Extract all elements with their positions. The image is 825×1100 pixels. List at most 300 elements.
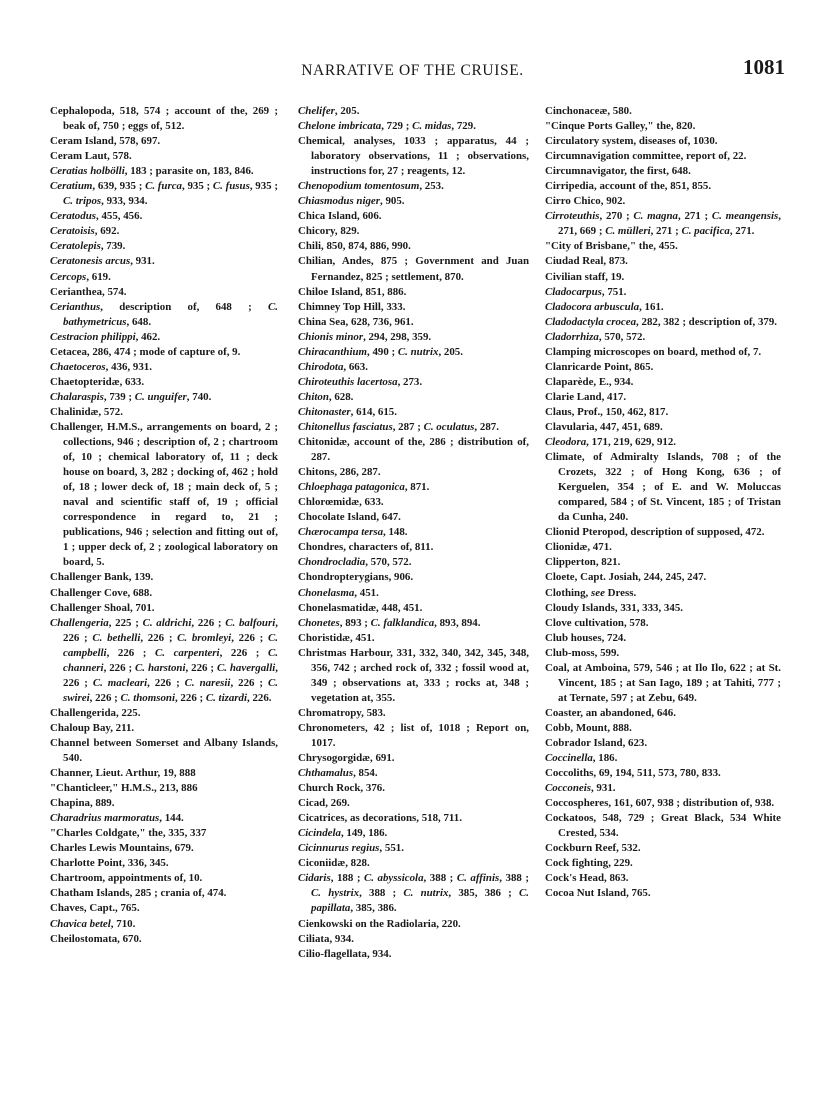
- index-entry: [545, 751, 781, 766]
- index-entry: [545, 164, 781, 179]
- index-entry-text: Chrysogorgidæ, 691.: [298, 752, 395, 765]
- index-entry: [545, 841, 781, 856]
- index-entry-text: Chalinidæ, 572.: [50, 405, 123, 418]
- index-entry: [50, 345, 278, 360]
- index-column-2: [298, 104, 529, 962]
- index-entry: [50, 932, 278, 947]
- index-entry: [545, 555, 781, 570]
- index-entry: [50, 901, 278, 916]
- index-entry: [298, 345, 529, 360]
- index-entry: [298, 540, 529, 555]
- index-entry-italic-text: see: [591, 586, 605, 599]
- index-entry-italic-text: Ceratolepis: [50, 240, 101, 253]
- index-entry-italic-text: Chiracanthium: [298, 345, 368, 358]
- index-entry: [545, 254, 781, 269]
- index-entry-italic-text: C. midas: [412, 120, 452, 133]
- index-entry-text: Cirro Chico, 902.: [545, 195, 626, 208]
- index-entry: [298, 224, 529, 239]
- index-entry: [298, 706, 529, 721]
- index-entry-text: Cloete, Capt. Josiah, 244, 245, 247.: [545, 571, 707, 584]
- index-entry-text: , 551.: [379, 842, 404, 855]
- index-entry: [298, 586, 529, 601]
- index-entry-text: , 933, 934.: [101, 195, 148, 208]
- index-entry-text: , 893, 894.: [434, 616, 481, 629]
- index-entry-text: , 385, 386 ;: [448, 887, 519, 900]
- index-entry-text: Chiloe Island, 851, 886.: [298, 285, 407, 298]
- index-entry: [298, 525, 529, 540]
- index-entry: [50, 871, 278, 886]
- index-entry-text: Chondropterygians, 906.: [298, 571, 414, 584]
- index-entry: [50, 917, 278, 932]
- index-entry-text: Chimney Top Hill, 333.: [298, 300, 406, 313]
- index-entry-italic-text: Chelone imbricata: [298, 120, 382, 133]
- index-entry: [545, 570, 781, 585]
- index-entry: [298, 917, 529, 932]
- index-entry-italic-text: C. balfouri: [225, 616, 276, 629]
- index-entry: [298, 932, 529, 947]
- index-entry: [545, 300, 781, 315]
- index-entry: [50, 721, 278, 736]
- index-entry-italic-text: Chiton: [298, 390, 329, 403]
- index-entry-text: , 294, 298, 359.: [363, 330, 432, 343]
- index-entry-text: Cobrador Island, 623.: [545, 736, 648, 749]
- index-entry-text: , 729.: [451, 120, 476, 133]
- index-entry: [50, 586, 278, 601]
- index-entry: [545, 811, 781, 841]
- index-entry-text: Challenger Cove, 688.: [50, 586, 153, 599]
- index-entry-italic-text: Chalaraspis: [50, 390, 104, 403]
- index-entry-text: Climate, of Admiralty Islands, 708 ; of the Crozets, 322 ; of Hong Kong, 636 ; of Kerguelen, 354 ; of E. and W. Moluccas compared, 584 ; of St. Vincent, 185 ; of Tristan da Cunha, 240.: [545, 451, 781, 524]
- index-entry: [298, 134, 529, 179]
- index-entry-italic-text: C. nutrix: [397, 345, 439, 358]
- index-entry-italic-text: Cirroteuthis: [545, 210, 600, 223]
- index-entry-text: Claus, Prof., 150, 462, 817.: [545, 405, 669, 418]
- index-entry-text: , 226 ;: [174, 691, 206, 704]
- index-entry-italic-text: C. channeri: [63, 646, 279, 674]
- index-column-3: [545, 104, 781, 901]
- index-entry-text: , 144.: [159, 812, 184, 825]
- index-entry: [298, 435, 529, 465]
- index-entry: [545, 179, 781, 194]
- index-entry-text: Ceram Laut, 578.: [50, 150, 132, 163]
- index-entry: [298, 405, 529, 420]
- index-entry: [298, 390, 529, 405]
- index-entry-text: Ciconiidæ, 828.: [298, 857, 370, 870]
- index-entry-text: Chondres, characters of, 811.: [298, 541, 434, 554]
- index-entry-italic-text: C. aldrichi: [142, 616, 192, 629]
- index-entry: [298, 300, 529, 315]
- index-entry: [50, 856, 278, 871]
- index-entry-text: , 710.: [110, 917, 136, 930]
- index-entry-italic-text: C. swirei: [63, 676, 278, 704]
- index-entry: [545, 856, 781, 871]
- index-entry-text: , 287 ;: [392, 420, 424, 433]
- index-entry-text: , 648.: [126, 315, 152, 328]
- index-entry-text: , 282, 382 ; description of, 379.: [636, 315, 778, 328]
- index-entry-text: , 226 ;: [147, 676, 185, 689]
- index-entry-text: , 388 ;: [499, 872, 530, 885]
- index-entry-italic-text: C. magna: [633, 210, 678, 223]
- index-entry: [298, 480, 529, 495]
- index-entry: [545, 706, 781, 721]
- index-entry: [545, 601, 781, 616]
- index-entry-text: Chica Island, 606.: [298, 210, 382, 223]
- index-entry-italic-text: Cladocarpus: [545, 285, 602, 298]
- index-entry-text: Cicatrices, as decorations, 518, 711.: [298, 812, 462, 825]
- index-entry-text: , 287.: [474, 420, 499, 433]
- page-number: 1081: [743, 55, 785, 79]
- index-entry-text: Cienkowski on the Radiolaria, 220.: [298, 917, 461, 930]
- index-entry-text: , 271 ;: [650, 225, 682, 238]
- index-entry-text: Cetacea, 286, 474 ; mode of capture of, 9.: [50, 345, 241, 358]
- index-entry-italic-text: C. furca: [145, 180, 182, 193]
- index-entry: [545, 766, 781, 781]
- index-entry-italic-text: Chonelasma: [298, 586, 355, 599]
- index-entry-italic-text: Cocconeis: [545, 782, 591, 795]
- index-entry-text: , 270 ;: [599, 210, 634, 223]
- index-entry-italic-text: Chelifer: [298, 105, 335, 117]
- index-entry-text: , 226 ;: [185, 661, 217, 674]
- index-entry-italic-text: Chloephaga patagonica: [298, 481, 405, 494]
- index-entry: [545, 796, 781, 811]
- index-entry: [50, 134, 278, 149]
- index-entry-italic-text: C. meangensis: [711, 210, 779, 223]
- index-entry: [545, 646, 781, 661]
- index-entry-text: , 226 ;: [230, 676, 268, 689]
- index-entry-italic-text: C. abyssicola: [364, 872, 424, 885]
- index-entry-text: Chaves, Capt., 765.: [50, 902, 140, 915]
- index-entry: [298, 555, 529, 570]
- index-entry-text: Clanricarde Point, 865.: [545, 360, 654, 373]
- index-entry: [545, 315, 781, 330]
- index-entry: [298, 179, 529, 194]
- index-entry-text: Choristidæ, 451.: [298, 631, 375, 644]
- index-entry-italic-text: C. carpenteri: [155, 646, 220, 659]
- index-entry: [545, 886, 781, 901]
- index-entry-text: , 226 ;: [63, 616, 278, 644]
- index-entry-text: Cilio-flagellata, 934.: [298, 947, 392, 960]
- index-entry-text: Ceram Island, 578, 697.: [50, 135, 161, 148]
- index-entry-text: , 226 ;: [219, 646, 269, 659]
- index-entry-text: Cephalopoda, 518, 574 ; account of the, 269 ; beak of, 750 ; eggs of, 512.: [50, 105, 278, 133]
- index-entry-text: , 490 ;: [367, 345, 398, 358]
- index-entry-text: China Sea, 628, 736, 961.: [298, 315, 414, 328]
- index-entry-text: Circumnavigation committee, report of, 22.: [545, 150, 747, 163]
- index-entry-text: Dress.: [604, 586, 637, 599]
- index-entry-text: Club-moss, 599.: [545, 646, 620, 659]
- index-entry: [50, 375, 278, 390]
- index-entry-text: , 273.: [397, 375, 423, 388]
- index-entry-italic-text: Chitonellus fasciatus: [298, 420, 393, 433]
- index-entry: [545, 209, 781, 239]
- index-entry-italic-text: Ceratoisis: [50, 225, 95, 238]
- index-entry-text: Charlotte Point, 336, 345.: [50, 857, 169, 870]
- index-entry-text: Chitons, 286, 287.: [298, 466, 381, 479]
- index-entry-italic-text: C. havergalli: [216, 661, 276, 674]
- index-entry-text: Challenger, H.M.S., arrangements on board, 2 ; collections, 946 ; description of, 2 ; chartroom of, 10 ; chemical laboratory of, 11 ; deck house on board, 3, 282 ; docking of, 462 ; hold of, 18 ; lower deck of, 18 ; main deck of, 5 ; naval and scientific staff of, 19 ; official correspondence in regard to, 21 ; publications, 946 ; selection and fitting out of, 1 ; upper deck of, 2 ; zoological laboratory on board, 5.: [50, 420, 278, 569]
- index-entry-text: Church Rock, 376.: [298, 782, 385, 795]
- index-entry: [50, 285, 278, 300]
- index-entry-text: Channer, Lieut. Arthur, 19, 888: [50, 767, 196, 780]
- index-entry: [298, 841, 529, 856]
- index-entry: [545, 194, 781, 209]
- index-entry-italic-text: Challengeria: [50, 616, 109, 629]
- index-entry: [50, 104, 278, 134]
- index-entry-text: Claparède, E., 934.: [545, 375, 634, 388]
- index-entry-text: , 931.: [590, 782, 616, 795]
- index-entry-text: Clionidæ, 471.: [545, 541, 612, 554]
- index-entry-text: Cobb, Mount, 888.: [545, 721, 632, 734]
- index-entry-italic-text: C. fusus: [212, 180, 250, 193]
- index-entry-italic-text: Chærocampa tersa: [298, 526, 384, 539]
- index-entry: [545, 119, 781, 134]
- index-entry-text: Challengerida, 225.: [50, 706, 141, 719]
- index-entry-text: , 893 ;: [339, 616, 371, 629]
- index-entry-text: Charles Lewis Mountains, 679.: [50, 842, 194, 855]
- index-entry: [545, 149, 781, 164]
- index-entry-text: Circulatory system, diseases of, 1030.: [545, 135, 718, 148]
- index-entry-italic-text: Coccinella: [545, 752, 593, 765]
- index-entry-text: Clothing,: [545, 586, 591, 599]
- index-entry: [298, 239, 529, 254]
- index-entry-text: Challenger Shoal, 701.: [50, 601, 155, 614]
- index-entry: [298, 209, 529, 224]
- index-entry-italic-text: C. harstoni: [135, 661, 186, 674]
- index-entry-text: Cicad, 269.: [298, 797, 350, 810]
- index-entry: [298, 796, 529, 811]
- index-entry-italic-text: C. tripos: [63, 195, 102, 208]
- index-entry: [298, 751, 529, 766]
- index-entry-text: , 226 ;: [63, 661, 278, 689]
- index-entry-text: , 186.: [592, 752, 618, 765]
- index-entry-text: "City of Brisbane," the, 455.: [545, 240, 678, 253]
- index-entry-italic-text: C. bromleyi: [177, 631, 232, 644]
- index-entry-text: Chili, 850, 874, 886, 990.: [298, 240, 411, 253]
- index-entry-text: Civilian staff, 19.: [545, 270, 625, 283]
- index-entry-text: Cirripedia, account of the, 851, 855.: [545, 180, 712, 193]
- index-entry-text: Chartroom, appointments of, 10.: [50, 872, 203, 885]
- index-entry-text: Coal, at Amboina, 579, 546 ; at Ilo Ilo, 622 ; at St. Vincent, 185 ; at San Iago, 189 ; at Tahiti, 777 ; at Ternate, 597 ; at Zebu, 649.: [545, 661, 781, 704]
- index-entry-italic-text: C. naresii: [184, 676, 231, 689]
- index-entry: [545, 631, 781, 646]
- index-entry: [298, 856, 529, 871]
- index-entry: [298, 826, 529, 841]
- index-entry: [545, 871, 781, 886]
- index-entry-text: "Charles Coldgate," the, 335, 337: [50, 827, 207, 840]
- index-entry-italic-text: C. falklandica: [370, 616, 435, 629]
- index-entry-italic-text: Cerianthus: [50, 300, 101, 313]
- index-entry: [298, 254, 529, 284]
- index-entry-italic-text: C. oculatus: [423, 420, 475, 433]
- index-entry-italic-text: C. campbelli: [63, 631, 278, 659]
- index-entry-italic-text: C. hystrix: [311, 887, 360, 900]
- index-entry: [50, 149, 278, 164]
- index-entry-italic-text: C. bathymetricus: [63, 300, 278, 328]
- index-entry-italic-text: Chavica betel: [50, 917, 111, 930]
- index-entry-text: Clamping microscopes on board, method of, 7.: [545, 345, 762, 358]
- index-entry: [50, 766, 278, 781]
- index-entry-italic-text: Chiroteuthis lacertosa: [298, 375, 398, 388]
- index-entry-text: Chocolate Island, 647.: [298, 511, 401, 524]
- index-entry: [50, 736, 278, 766]
- index-entry: [50, 239, 278, 254]
- index-entry: [545, 420, 781, 435]
- index-entry-text: , 740.: [186, 390, 212, 403]
- index-entry: [545, 239, 781, 254]
- index-entry: [298, 119, 529, 134]
- index-entry: [545, 390, 781, 405]
- index-entry-italic-text: Chonetes: [298, 616, 340, 629]
- index-entry: [545, 134, 781, 149]
- index-entry-text: Cock fighting, 229.: [545, 857, 633, 870]
- index-entry-text: Chaloup Bay, 211.: [50, 721, 135, 734]
- index-entry-text: Cerianthea, 574.: [50, 285, 127, 298]
- index-entry-text: Chaetopteridæ, 633.: [50, 375, 145, 388]
- index-entry: [50, 405, 278, 420]
- index-entry-text: , 205.: [438, 345, 463, 358]
- index-entry-italic-text: Cleodora: [545, 436, 587, 449]
- index-entry-text: , 388 ;: [423, 872, 457, 885]
- index-entry: [545, 405, 781, 420]
- index-entry-text: , 225 ;: [108, 616, 143, 629]
- index-entry: [298, 616, 529, 631]
- index-entry: [298, 465, 529, 480]
- index-entry-text: Cockatoos, 548, 729 ; Great Black, 534 White Crested, 534.: [545, 812, 781, 840]
- index-entry-text: , 226 ;: [89, 691, 121, 704]
- index-entry-italic-text: Chiasmodus niger: [298, 195, 381, 208]
- index-entry-italic-text: C. thomsoni: [120, 691, 175, 704]
- index-entry-italic-text: Chthamalus: [298, 767, 354, 780]
- index-entry-text: , 226 ;: [191, 616, 226, 629]
- index-entry-text: Chromatropy, 583.: [298, 706, 386, 719]
- index-entry: [545, 270, 781, 285]
- index-entry: [50, 796, 278, 811]
- index-entry-text: Christmas Harbour, 331, 332, 340, 342, 345, 348, 356, 742 ; arched rock of, 332 ; fossil wood at, 349 ; observations at, 333 ; rocks at, 348 ; vegetation at, 355.: [298, 646, 529, 704]
- index-entry-text: Chatham Islands, 285 ; crania of, 474.: [50, 887, 227, 900]
- index-entry: [545, 285, 781, 300]
- index-entry: [298, 811, 529, 826]
- index-entry-italic-text: Chionis minor: [298, 330, 364, 343]
- index-entry-text: Cock's Head, 863.: [545, 872, 629, 885]
- index-entry: [50, 270, 278, 285]
- index-entry: [545, 345, 781, 360]
- index-entry: [545, 375, 781, 390]
- index-entry-text: Challenger Bank, 139.: [50, 571, 154, 584]
- index-entry-italic-text: C. nutrix: [403, 887, 449, 900]
- index-entry-text: Coccospheres, 161, 607, 938 ; distribution of, 938.: [545, 797, 775, 810]
- index-entry-italic-text: Cladorrhiza: [545, 330, 599, 343]
- index-entry-text: , 385, 386.: [350, 902, 397, 915]
- running-title: NARRATIVE OF THE CRUISE.: [301, 62, 524, 79]
- index-entry-text: Clionid Pteropod, description of supposed, 472.: [545, 526, 765, 539]
- index-entry-text: Cheilostomata, 670.: [50, 932, 142, 945]
- index-entry-text: , 161.: [639, 300, 664, 313]
- index-entry-italic-text: Ceratodus: [50, 210, 96, 223]
- index-entry-text: Clipperton, 821.: [545, 556, 621, 569]
- index-entry-text: Chronometers, 42 ; list of, 1018 ; Report on, 1017.: [298, 721, 529, 749]
- index-entry-text: , 271.: [729, 225, 755, 238]
- index-entry-italic-text: C. macleari: [92, 676, 148, 689]
- index-entry-italic-text: Ceratias holbölli: [50, 165, 125, 178]
- index-entry-text: , 931.: [130, 255, 155, 268]
- index-entry-text: , 739.: [100, 240, 126, 253]
- index-entry-text: , 570, 572.: [365, 556, 412, 569]
- index-column-1: [50, 104, 278, 947]
- index-entry-text: , 226 ;: [231, 631, 268, 644]
- index-entry: [50, 224, 278, 239]
- index-entry-text: , 388 ;: [359, 887, 404, 900]
- index-entry-text: , 148.: [383, 526, 408, 539]
- index-entry: [298, 947, 529, 962]
- index-entry-italic-text: Cicinnurus regius: [298, 842, 380, 855]
- index-entry: [298, 570, 529, 585]
- index-entry: [298, 420, 529, 435]
- index-entry-italic-text: Cicindela: [298, 827, 341, 840]
- index-entry-text: Coccoliths, 69, 194, 511, 573, 780, 833.: [545, 767, 721, 780]
- index-entry-text: Coaster, an abandoned, 646.: [545, 706, 676, 719]
- index-entry-text: , 628.: [328, 390, 354, 403]
- index-entry-text: , 226 ;: [140, 631, 178, 644]
- index-entry-text: , 271 ;: [677, 210, 712, 223]
- index-entry-italic-text: C. affinis: [456, 872, 500, 885]
- index-entry: [50, 164, 278, 179]
- index-entry-text: , 226.: [247, 691, 272, 704]
- index-entry: [50, 841, 278, 856]
- index-entry: [545, 586, 781, 601]
- index-entry: [50, 254, 278, 269]
- index-entry: [298, 360, 529, 375]
- index-entry-text: , 663.: [343, 360, 368, 373]
- index-entry: [298, 510, 529, 525]
- index-entry: [298, 495, 529, 510]
- index-entry-text: , 149, 186.: [340, 827, 388, 840]
- index-entry: [545, 616, 781, 631]
- index-entry-italic-text: C. papillata: [311, 887, 529, 915]
- index-entry-text: Clarie Land, 417.: [545, 390, 627, 403]
- index-entry-italic-text: Cladocora arbuscula: [545, 300, 640, 313]
- index-entry-text: Circumnavigator, the first, 648.: [545, 165, 691, 178]
- index-entry: [545, 721, 781, 736]
- index-entry-italic-text: Chenopodium tomentosum: [298, 180, 420, 193]
- index-entry-text: "Cinque Ports Galley," the, 820.: [545, 120, 696, 133]
- index-entry-text: , description of, 648 ;: [100, 300, 268, 313]
- index-entry-text: "Chanticleer," H.M.S., 213, 886: [50, 782, 198, 795]
- index-entry-text: Ciudad Real, 873.: [545, 255, 628, 268]
- index-entry: [50, 209, 278, 224]
- index-entry-text: Club houses, 724.: [545, 631, 627, 644]
- index-entry: [545, 360, 781, 375]
- index-entry: [298, 285, 529, 300]
- index-entry: [298, 330, 529, 345]
- index-entry: [545, 540, 781, 555]
- index-entry-text: , 171, 219, 629, 912.: [586, 436, 677, 449]
- index-entry: [50, 811, 278, 826]
- index-entry-text: , 905.: [380, 195, 405, 208]
- index-entry-text: Chicory, 829.: [298, 225, 360, 238]
- index-entry-text: Cloudy Islands, 331, 333, 345.: [545, 601, 683, 614]
- index-entry: [50, 300, 278, 330]
- index-entry-italic-text: C. tizardi: [205, 691, 247, 704]
- index-entry-text: , 436, 931.: [105, 360, 152, 373]
- index-entry-text: Clavularia, 447, 451, 689.: [545, 420, 663, 433]
- index-entry-text: Chlorœmidæ, 633.: [298, 496, 384, 509]
- index-entry-text: , 854.: [353, 767, 378, 780]
- index-entry: [50, 330, 278, 345]
- index-entry-italic-text: Chitonaster: [298, 405, 351, 418]
- index-entry-text: Chonelasmatidæ, 448, 451.: [298, 601, 423, 614]
- index-entry-text: , 639, 935 ;: [92, 180, 146, 193]
- index-entry: [298, 194, 529, 209]
